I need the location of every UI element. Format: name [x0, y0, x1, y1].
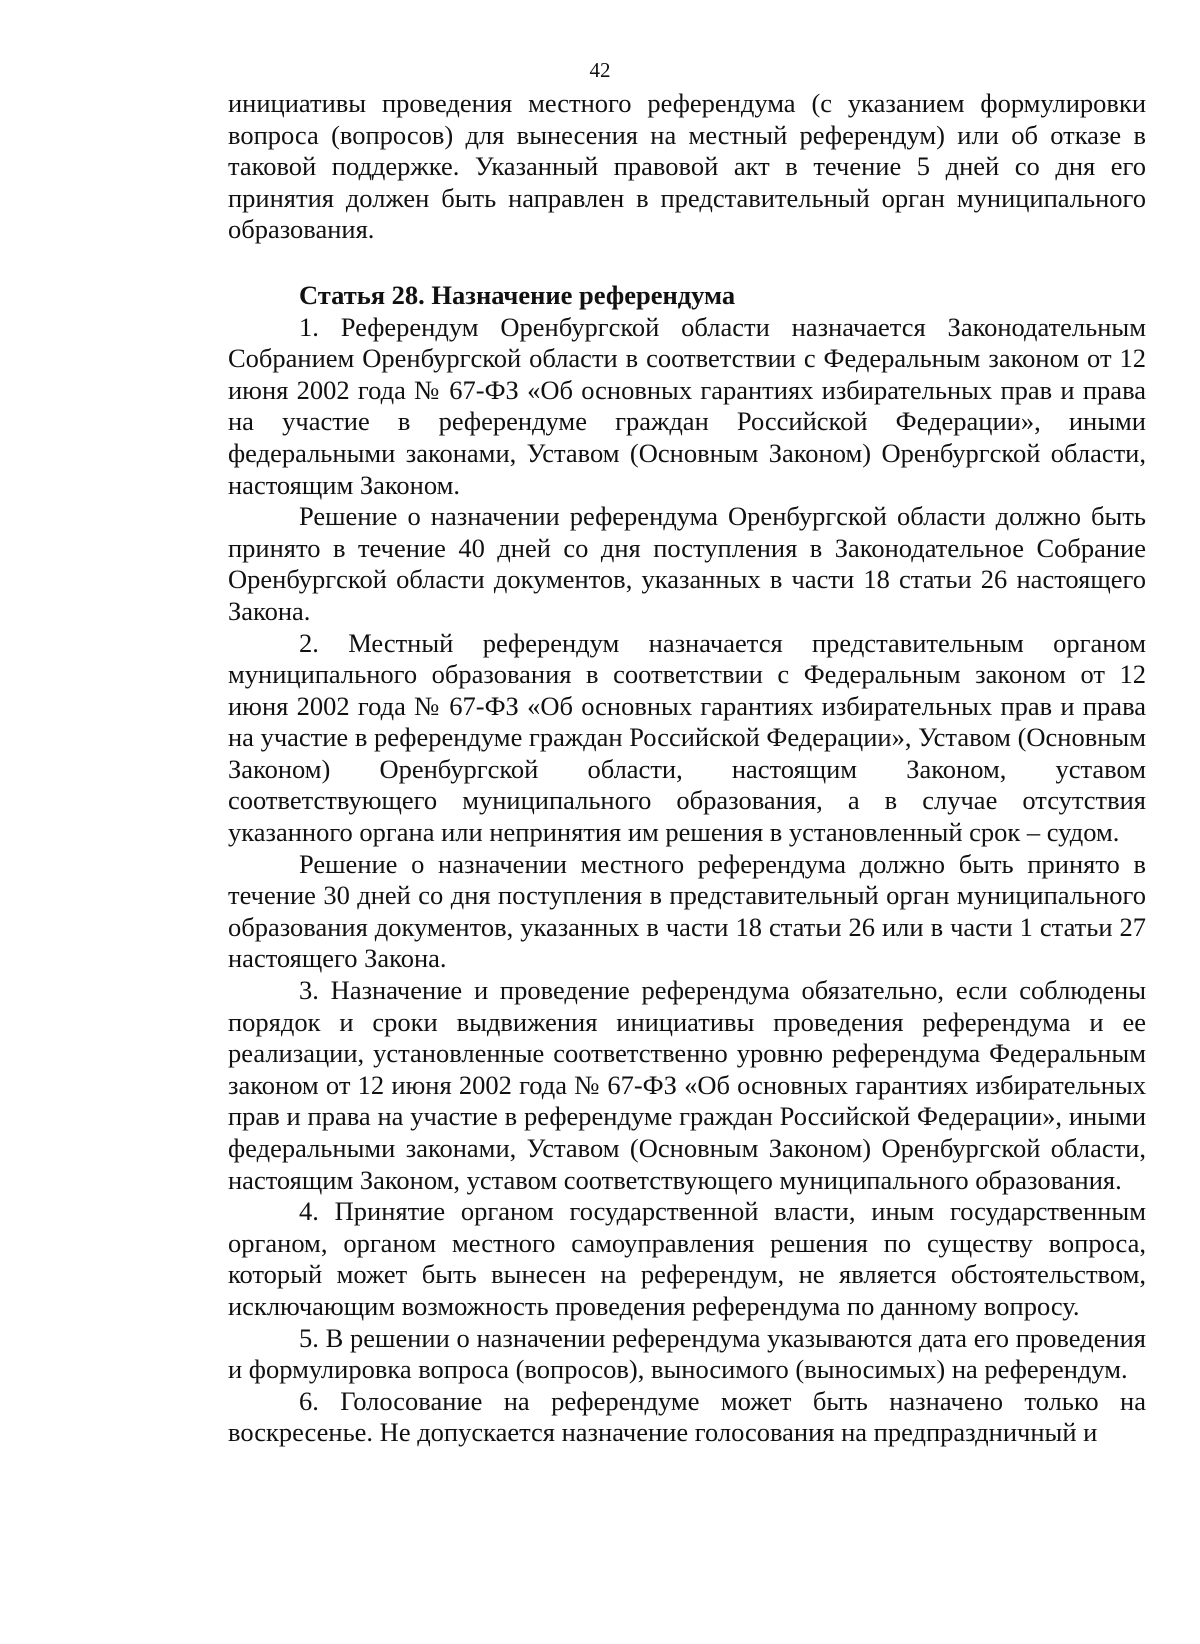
paragraph-continuation: инициативы проведения местного референдума (с указанием формулировки вопроса (вопросов) для вынесения на местный референдум) или об отказе в таковой поддержке. Указанный правовой акт в течение 5 дней со дня его принятия должен быть направлен в представительный орган муниципального образования.	[228, 88, 1146, 245]
paragraph-1: 1. Референдум Оренбургской области назначается Законодательным Собранием Оренбургской области в соответствии с Федеральным законом от 12 июня 2002 года № 67-ФЗ «Об основных гарантиях избирательных прав и права на участие в референдуме граждан Российской Федерации», иными федеральными законами, Уставом (Основным Законом) Оренбургской области, настоящим Законом.	[228, 311, 1146, 500]
paragraph-2: 2. Местный референдум назначается представительным органом муниципального образования в соответствии с Федеральным законом от 12 июня 2002 года № 67-ФЗ «Об основных гарантиях избирательных прав и права на участие в референдуме граждан Российской Федерации», Уставом (Основным Законом) Оренбургской области, настоящим Законом, уставом соответствующего муниципального образования, а в случае отсутствия указанного органа или непринятия им решения в установленный срок – судом.	[228, 627, 1146, 848]
paragraph-4: 4. Принятие органом государственной власти, иным государственным органом, органом местного самоуправления решения по существу вопроса, который может быть вынесен на референдум, не является обстоятельством, исключающим возможность проведения референдума по данному вопросу.	[228, 1196, 1146, 1321]
paragraph-1-decision: Решение о назначении референдума Оренбургской области должно быть принято в течение 40 дней со дня поступления в Законодательное Собрание Оренбургской области документов, указанных в части 18 статьи 26 настоящего Закона.	[228, 501, 1146, 626]
page-number: 42	[589, 58, 611, 82]
paragraph-5: 5. В решении о назначении референдума указываются дата его проведения и формулировка вопроса (вопросов), выносимого (выносимых) на референдум.	[228, 1322, 1146, 1385]
paragraph-2-decision: Решение о назначении местного референдума должно быть принято в течение 30 дней со дня поступления в представительный орган муниципального образования документов, указанных в части 18 статьи 26 или в части 1 статьи 27 настоящего Закона.	[228, 848, 1146, 974]
paragraph-3: 3. Назначение и проведение референдума обязательно, если соблюдены порядок и сроки выдвижения инициативы проведения референдума и ее реализации, установленные соответственно уровню референдума Федеральным законом от 12 июня 2002 года № 67-ФЗ «Об основных гарантиях избирательных прав и права на участие в референдуме граждан Российской Федерации», иными федеральными законами, Уставом (Основным Законом) Оренбургской области, настоящим Законом, уставом соответствующего муниципального образования.	[228, 975, 1146, 1195]
paragraph-6: 6. Голосование на референдуме может быть назначено только на воскресенье. Не допускается назначение голосования на предпраздничный и	[228, 1385, 1146, 1448]
document-body	[228, 88, 1146, 1449]
article-heading: Статья 28. Назначение референдума	[299, 279, 736, 310]
